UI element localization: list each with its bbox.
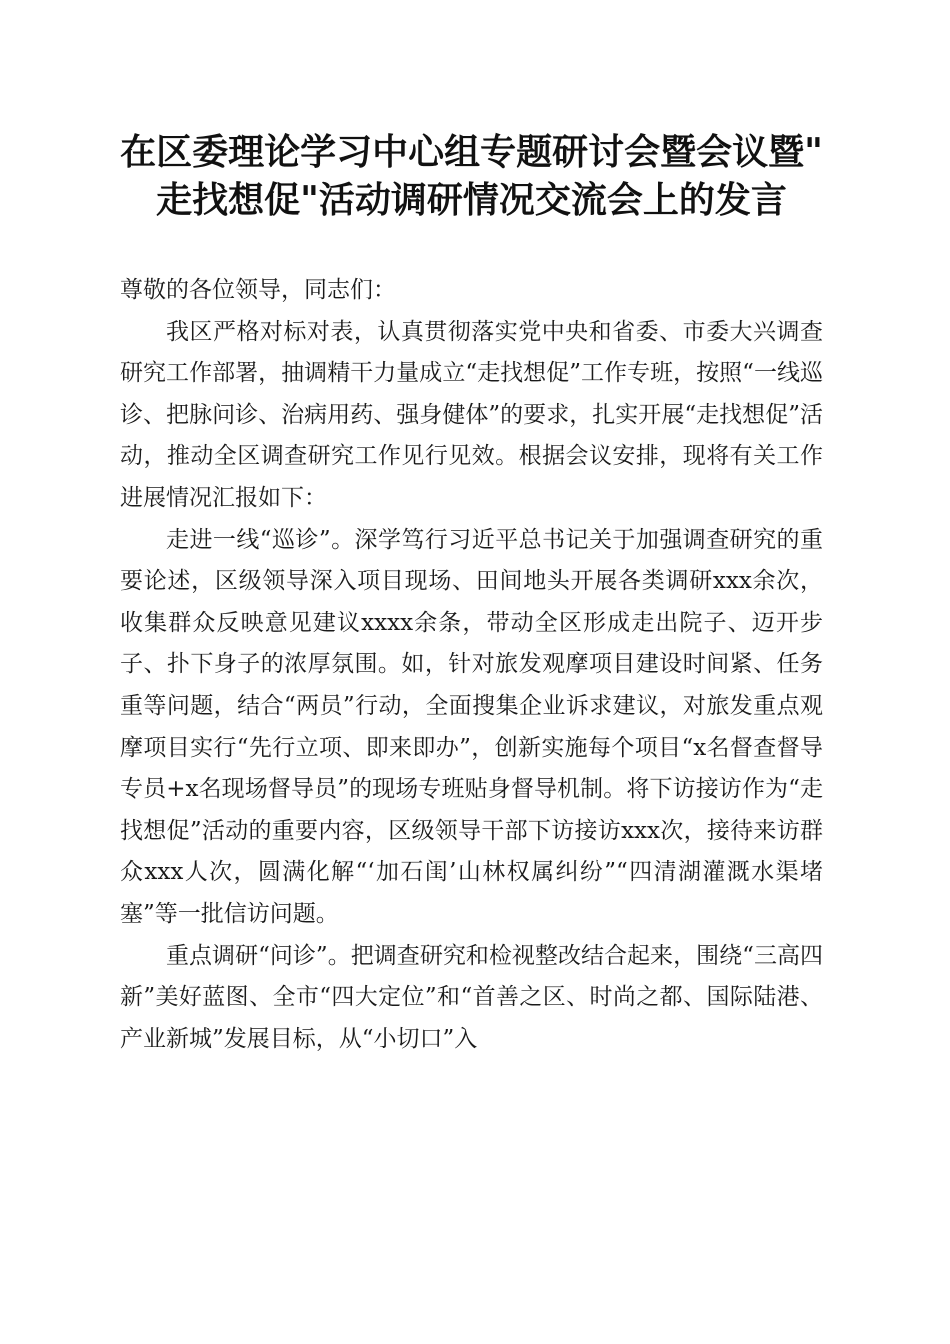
title-line-1: 在区委理论学习中心组专题研讨会暨会议暨" xyxy=(120,131,823,173)
paragraph-frontline-patrol: 走进一线“巡诊”。深学笃行习近平总书记关于加强调查研究的重要论述，区级领导深入项目现场、田间地头开展各类调研xxx余次，收集群众反映意见建议xxxx余条，带动全区形成走出院子、迈开步子、扑下身子的浓厚氛围。如，针对旅发观摩项目建设时间紧、任务重等问题，结合“两员”行动，全面搜集企业诉求建议，对旅发重点观摩项目实行“先行立项、即来即办”，创新实施每个项目“x名督查督导专员+x名现场督导员”的现场专班贴身督导机制。将下访接访作为“走找想促”活动的重要内容，区级领导干部下访接访xxx次，接待来访群众xxx人次，圆满化解“‘加石闺’山林权属纠纷”“四清湖灌溉水渠堵塞”等一批信访问题。 xyxy=(120,526,823,927)
greeting: 尊敬的各位领导，同志们： xyxy=(120,277,396,303)
document-page xyxy=(120,128,823,1060)
document-body xyxy=(120,270,823,1060)
document-title xyxy=(120,128,823,224)
title-line-2: 走找想促"活动调研情况交流会上的发言 xyxy=(156,179,787,221)
paragraph-intro: 我区严格对标对表，认真贯彻落实党中央和省委、市委大兴调查研究工作部署，抽调精干力量成立“走找想促”工作专班，按照“一线巡诊、把脉问诊、治病用药、强身健体”的要求，扎实开展“走找想促”活动，推动全区调查研究工作见行见效。根据会议安排，现将有关工作进展情况汇报如下： xyxy=(120,318,823,511)
paragraph-key-research: 重点调研“问诊”。把调查研究和检视整改结合起来，围绕“三高四新”美好蓝图、全市“四大定位”和“首善之区、时尚之都、国际陆港、产业新城”发展目标，从“小切口”入 xyxy=(120,942,823,1052)
